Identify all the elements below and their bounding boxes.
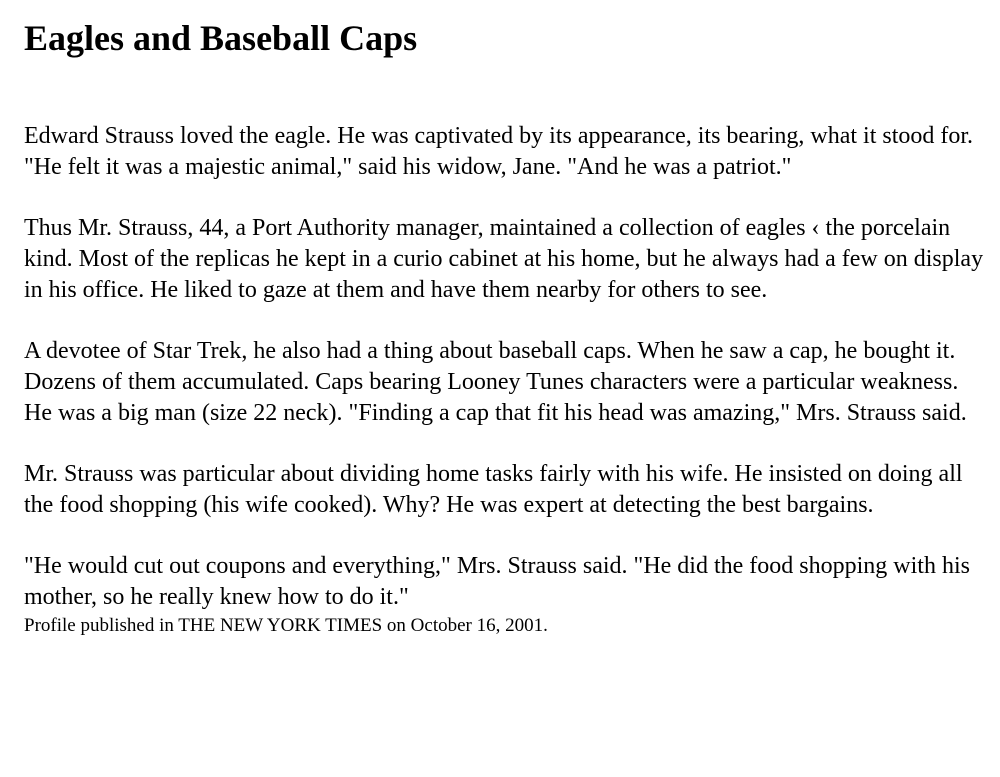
article-paragraph-4: Mr. Strauss was particular about dividing home tasks fairly with his wife. He insisted on doing all the food shopping (his wife cooked). Why? He was expert at detecting the best bargains. bbox=[24, 461, 963, 518]
article-title: Eagles and Baseball Caps bbox=[24, 18, 418, 58]
article-page bbox=[24, 0, 984, 639]
article-paragraph-2: Thus Mr. Strauss, 44, a Port Authority manager, maintained a collection of eagles ‹ the porcelain kind. Most of the replicas he kept in a curio cabinet at his home, but he always had a few on display in his office. He liked to gaze at them and have them nearby for others to see. bbox=[24, 215, 984, 303]
publication-note: Profile published in THE NEW YORK TIMES on October 16, 2001. bbox=[24, 615, 548, 636]
article-paragraph-1: Edward Strauss loved the eagle. He was captivated by its appearance, its bearing, what it stood for. "He felt it was a majestic animal," said his widow, Jane. "And he was a patriot." bbox=[24, 123, 974, 180]
article-paragraph-3: A devotee of Star Trek, he also had a thing about baseball caps. When he saw a cap, he bought it. Dozens of them accumulated. Caps bearing Looney Tunes characters were a particular weakness. He was a big man (size 22 neck). "Finding a cap that fit his head was amazing," Mrs. Strauss said. bbox=[24, 338, 967, 426]
article-paragraph-5: "He would cut out coupons and everything," Mrs. Strauss said. "He did the food shopping with his mother, so he really knew how to do it." bbox=[24, 553, 970, 610]
article-body bbox=[24, 121, 984, 639]
